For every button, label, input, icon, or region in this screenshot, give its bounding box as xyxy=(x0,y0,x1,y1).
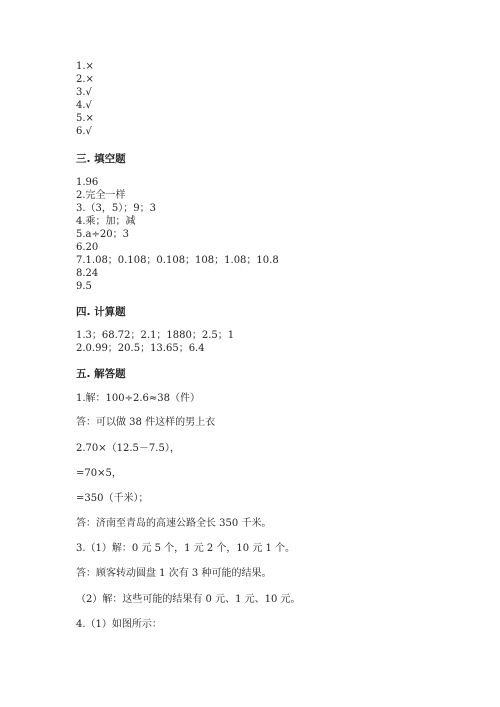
judgement-answer-5: 5.× xyxy=(76,113,94,124)
fill-in-answer-5: 5.a÷20；3 xyxy=(76,229,129,240)
solution-line-5: =350（千米）； xyxy=(76,493,149,504)
solution-line-8: 答：顾客转动圆盘 1 次有 3 种可能的结果。 xyxy=(76,568,272,579)
solution-line-6: 答：济南至青岛的高速公路全长 350 千米。 xyxy=(76,518,272,529)
solution-line-9: （2）解：这些可能的结果有 0 元、1 元、10 元。 xyxy=(76,594,301,605)
calculation-answer-1: 1.3；68.72；2.1；1880；2.5；1 xyxy=(76,330,235,341)
section-word-problems-title: 五. 解答题 xyxy=(76,368,126,380)
fill-in-answer-6: 6.20 xyxy=(76,242,99,253)
fill-in-answer-1: 1.96 xyxy=(76,177,99,188)
fill-in-answer-8: 8.24 xyxy=(76,268,99,279)
judgement-answer-1: 1.× xyxy=(76,61,94,72)
solution-line-4: =70×5， xyxy=(76,468,122,479)
solution-line-7: 3.（1）解：0 元 5 个，1 元 2 个，10 元 1 个。 xyxy=(76,543,296,554)
judgement-answer-4: 4.√ xyxy=(76,100,92,111)
section-calculation-title: 四. 计算题 xyxy=(76,306,126,318)
fill-in-answer-9: 9.5 xyxy=(76,281,92,292)
solution-line-3: 2.70×（12.5－7.5）， xyxy=(76,443,180,454)
fill-in-answer-4: 4.乘；加；减 xyxy=(76,216,136,227)
solution-line-1: 1.解：100÷2.6≈38（件） xyxy=(76,393,201,404)
fill-in-answer-3: 3.（3，5）；9；3 xyxy=(76,203,156,214)
judgement-answer-3: 3.√ xyxy=(76,87,92,98)
solution-line-2: 答：可以做 38 件这样的男上衣 xyxy=(76,417,216,428)
judgement-answer-2: 2.× xyxy=(76,74,94,85)
solution-line-10: 4.（1）如图所示： xyxy=(76,619,162,630)
judgement-answer-6: 6.√ xyxy=(76,126,92,137)
section-fill-in-title: 三. 填空题 xyxy=(76,153,126,165)
fill-in-answer-2: 2.完全一样 xyxy=(76,190,126,201)
fill-in-answer-7: 7.1.08；0.108；0.108；108；1.08；10.8 xyxy=(76,255,279,266)
calculation-answer-2: 2.0.99；20.5；13.65；6.4 xyxy=(76,343,205,354)
